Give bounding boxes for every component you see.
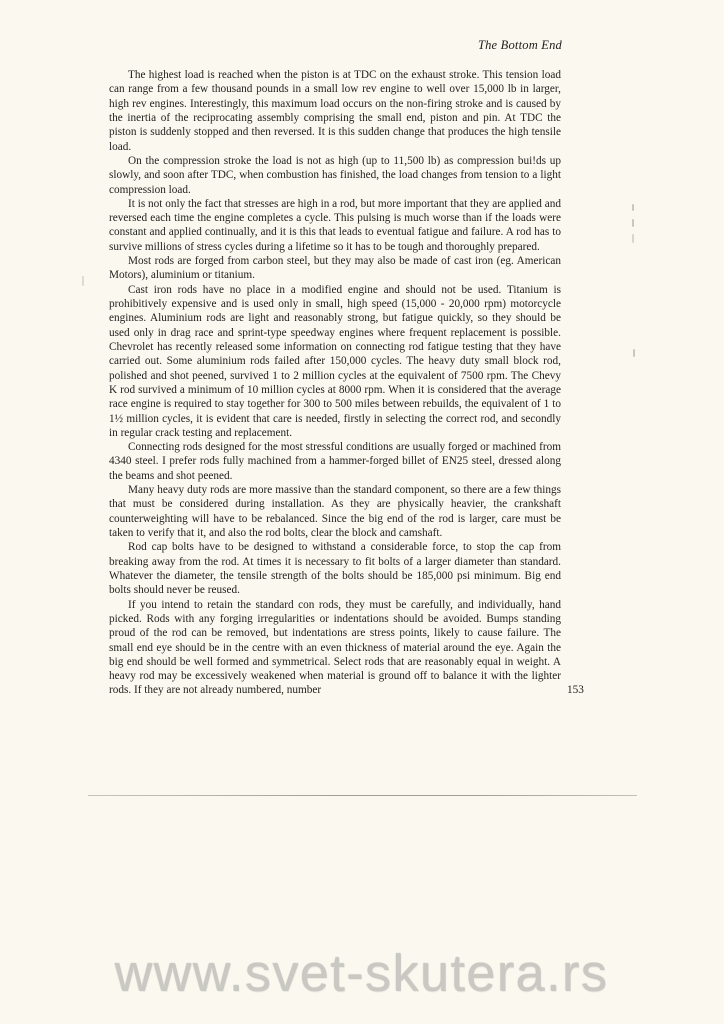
scan-artifact-mark [633, 349, 635, 357]
paragraph: The highest load is reached when the piston is at TDC on the exhaust stroke. This tension load can range from a few thousand pounds in a small low rev engine to well over 15,000 lb in larger, high rev engines. Interestingly, this maximum load occurs on the non-firing stroke and is caused by the inertia of the reciprocating assembly comprising the small end, piston and pin. At TDC the piston is suddenly stopped and then reversed. It is this sudden change that produces the high tensile load. [109, 69, 561, 153]
paragraph: Rod cap bolts have to be designed to withstand a considerable force, to stop the cap from breaking away from the rod. At times it is necessary to fit bolts of a larger diameter than standard. Whatever the diameter, the tensile strength of the bolts should be 185,000 psi minimum. Big end bolts should never be reused. [109, 541, 561, 597]
watermark: www.svet-skutera.rs [115, 945, 609, 1003]
scan-artifact-mark [632, 234, 634, 243]
paragraph: Most rods are forged from carbon steel, but they may also be made of cast iron (eg. American Motors), aluminium or titanium. [109, 255, 561, 282]
paragraph: On the compression stroke the load is not as high (up to 11,500 lb) as compression bui!ds up slowly, and soon after TDC, when combustion has finished, the load changes from tension to a light compression load. [109, 154, 561, 196]
paragraph: Cast iron rods have no place in a modified engine and should not be used. Titanium is prohibitively expensive and is used only in small, high speed (15,000 - 20,000 rpm) motorcycle engines. Aluminium rods are light and reasonably strong, but fatigue quickly, so they should be used only in drag race and sprint-type speedway engines where frequent replacement is possible. Chevrolet has recently released some information on connecting rod fatigue testing that they have carried out. Some aluminium rods failed after 150,000 cycles. The heavy duty small block rod, polished and shot peened, survived 1 to 2 million cycles at the equivalent of 7500 rpm. The Chevy K rod survived a minimum of 10 million cycles at 8000 rpm. When it is considered that the average race engine is required to stay together for 300 to 500 miles between rebuilds, the equivalent of 1 to 1½ million cycles, it is evident that care is needed, firstly in selecting the correct rod, and secondly in regular crack testing and replacement. [109, 283, 561, 439]
running-header: The Bottom End [477, 38, 562, 52]
paragraph: If you intend to retain the standard con rods, they must be carefully, and individually, hand picked. Rods with any forging irregularities or indentations should be avoided. Bumps standing proud of the rod can be removed, but indentations are stress points, likely to cause failure. The small end eye should be in the centre with an even thickness of material around the eye. Again the big end should be well formed and symmetrical. Select rods that are reasonably equal in weight. A heavy rod may be excessively weakened when material is ground off to balance it with the lighter rods. If they are not already numbered, number [109, 598, 561, 697]
paragraph: It is not only the fact that stresses are high in a rod, but more important that they are applied and reversed each time the engine completes a cycle. This pulsing is much worse than if the loads were constant and applied continually, and it is this that leads to eventual fatigue and failure. A rod has to survive millions of stress cycles during a lifetime so it has to be tough and thoroughly prepared. [109, 197, 561, 253]
footer-rule [88, 795, 637, 796]
body-text [109, 68, 584, 698]
scan-artifact-mark [82, 276, 84, 286]
scan-artifact-mark [632, 204, 634, 211]
page-number: 153 [567, 684, 584, 697]
paragraph: Connecting rods designed for the most stressful conditions are usually forged or machined from 4340 steel. I prefer rods fully machined from a hammer-forged billet of EN25 steel, dressed along the beams and shot peened. [109, 441, 561, 482]
paragraph: Many heavy duty rods are more massive than the standard component, so there are a few things that must be considered during installation. As they are physically heavier, the crankshaft counterweighting will have to be rebalanced. Since the big end of the rod is larger, care must be taken to verify that it, and also the rod bolts, clear the block and camshaft. [109, 484, 561, 539]
scan-artifact-mark [632, 219, 634, 227]
